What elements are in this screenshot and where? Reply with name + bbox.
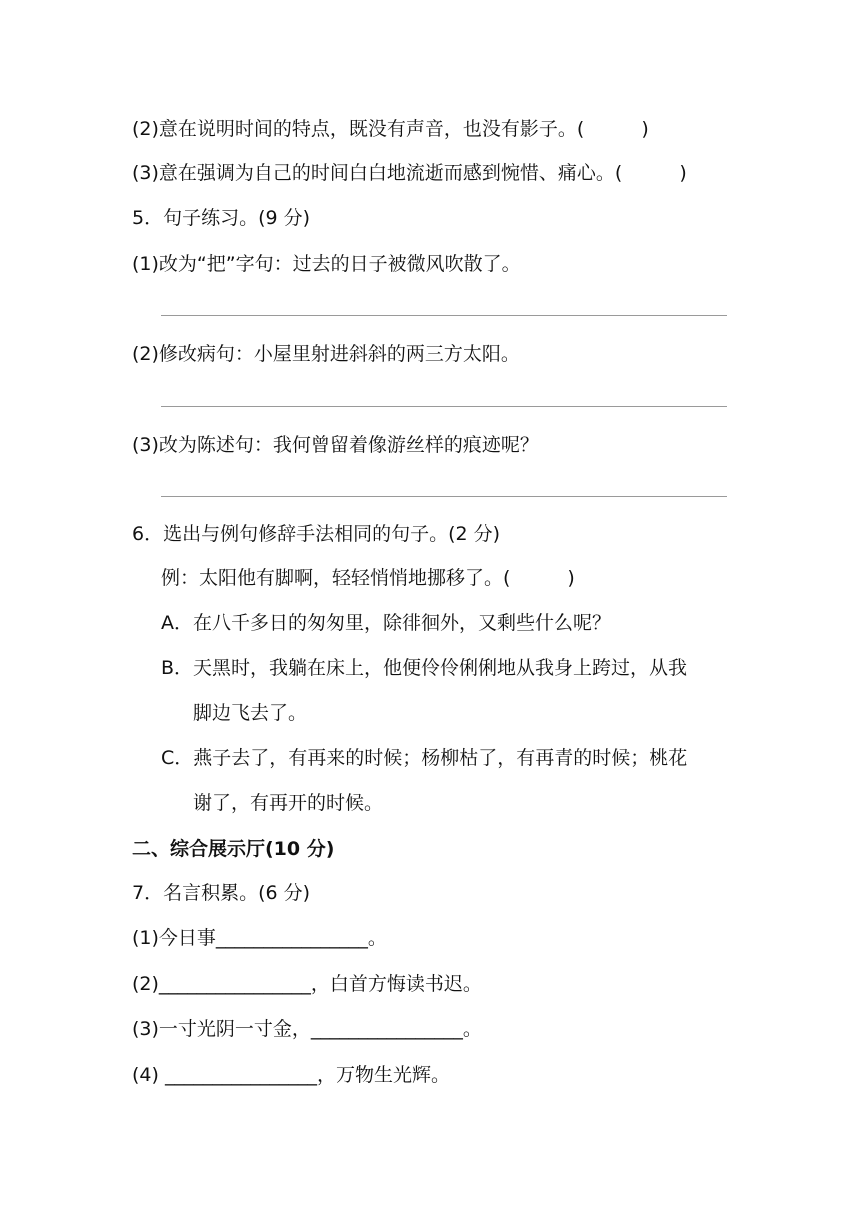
q5-answer-line-3 [161, 496, 727, 497]
q7-item-2: (2)________________，白首方悔读书迟。 [132, 973, 482, 995]
section-2-heading: 二、综合展示厅(10 分) [132, 838, 335, 860]
q6-option-b-line-2: 脚边飞去了。 [193, 702, 308, 724]
q6-example: 例：太阳他有脚啊，轻轻悄悄地挪移了。( ) [161, 567, 575, 589]
q6-option-a: A．在八千多日的匆匆里，除徘徊外，又剩些什么呢？ [161, 612, 611, 634]
q5-item-3: (3)改为陈述句：我何曾留着像游丝样的痕迹呢？ [132, 434, 539, 456]
q5-title: 5．句子练习。(9 分) [132, 207, 311, 229]
q5-answer-line-2 [161, 406, 727, 407]
q6-title: 6．选出与例句修辞手法相同的句子。(2 分) [132, 523, 501, 545]
q7-item-4: (4) ________________，万物生光辉。 [132, 1064, 450, 1086]
q6-option-c-line-2: 谢了，有再开的时候。 [193, 792, 384, 814]
q5-item-1: (1)改为“把”字句：过去的日子被微风吹散了。 [132, 253, 521, 275]
q7-item-3: (3)一寸光阴一寸金，________________。 [132, 1018, 482, 1040]
q4-item-3: (3)意在强调为自己的时间白白地流逝而感到惋惜、痛心。( ) [132, 162, 687, 184]
q5-item-2: (2)修改病句：小屋里射进斜斜的两三方太阳。 [132, 343, 520, 365]
q6-option-c-line-1: C．燕子去了，有再来的时候；杨柳枯了，有再青的时候；桃花 [161, 747, 688, 769]
q7-title: 7．名言积累。(6 分) [132, 882, 311, 904]
q6-option-b-line-1: B．天黑时，我躺在床上，他便伶伶俐俐地从我身上跨过，从我 [161, 657, 688, 679]
q7-item-1: (1)今日事________________。 [132, 927, 387, 949]
q4-item-2: (2)意在说明时间的特点，既没有声音，也没有影子。( ) [132, 118, 649, 140]
q5-answer-line-1 [161, 315, 727, 316]
